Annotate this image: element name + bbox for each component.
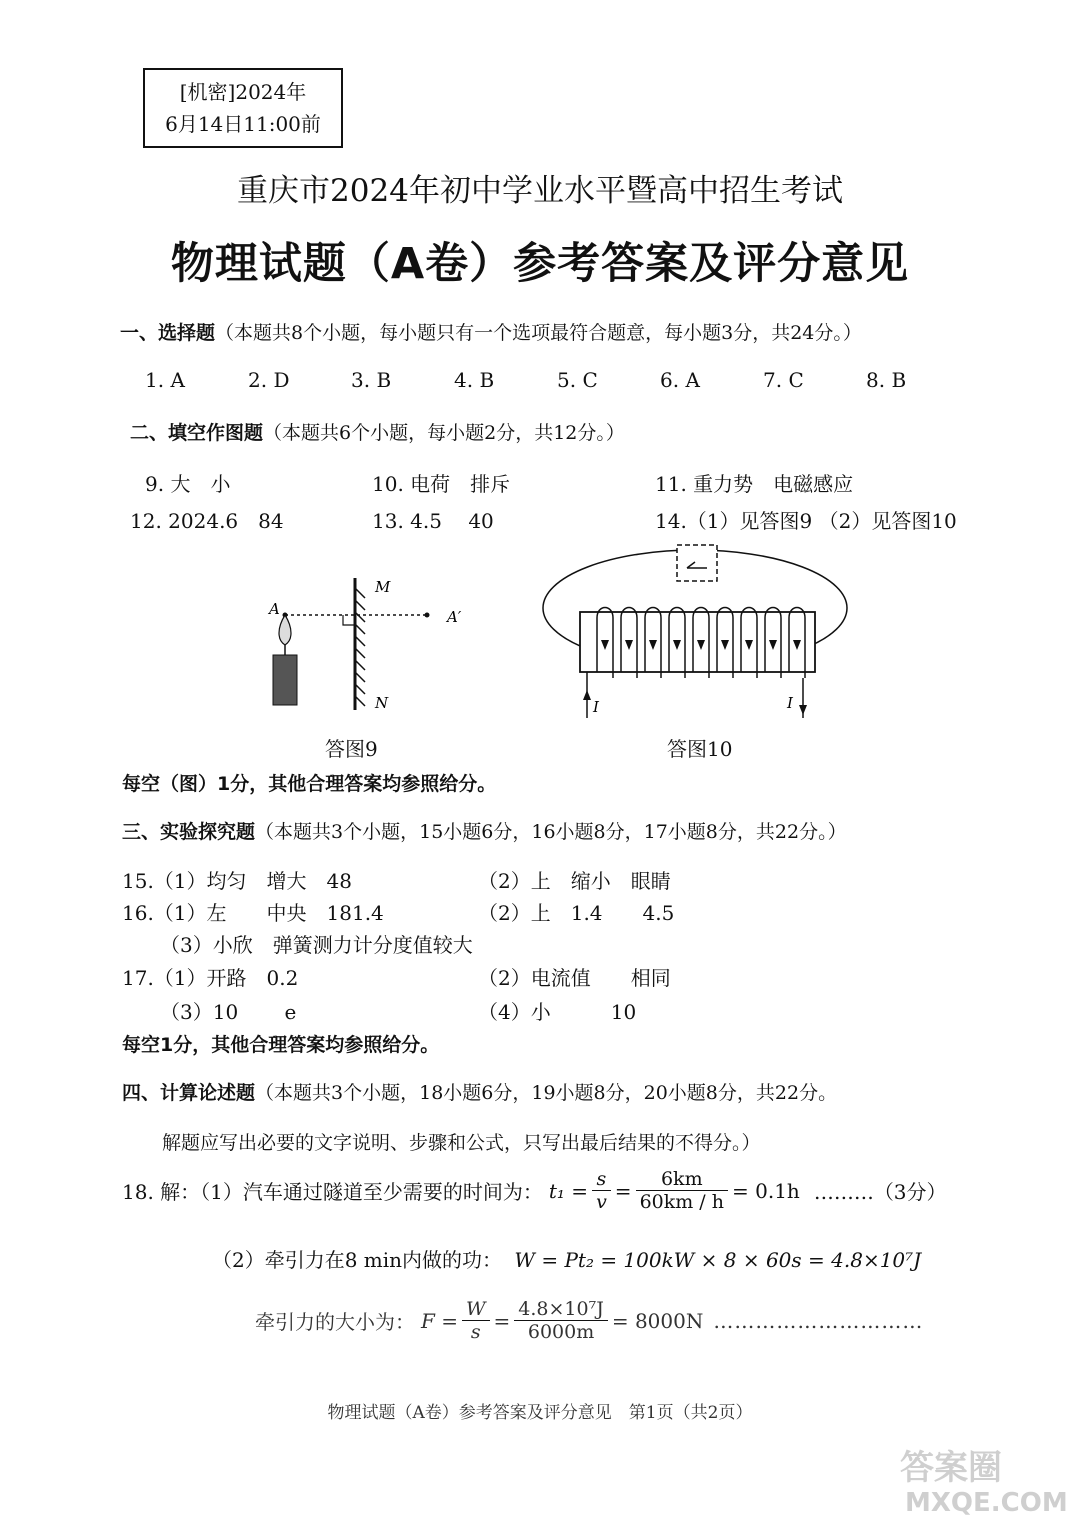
q18-f3-frac1 — [462, 1298, 490, 1343]
q18-f3-frac2 — [514, 1298, 608, 1343]
section3-desc: （本题共3个小题，15小题6分，16小题8分，17小题8分，共22分。） — [255, 821, 847, 843]
section4-desc: （本题共3个小题，18小题6分，19小题8分，20小题8分，共22分。 — [255, 1082, 838, 1104]
q18-p3-text: 牵引力的大小为： — [255, 1310, 415, 1334]
section4-desc2: 解题应写出必要的文字说明、步骤和公式，只写出最后结果的不得分。） — [162, 1132, 761, 1154]
q16-part2: （2）上 1.4 4.5 — [478, 901, 675, 925]
q18-f1-score: ………（3分） — [813, 1180, 947, 1204]
q17-part1: 17.（1）开路 0.2 — [122, 966, 299, 990]
q18-f1-lhs: t₁ = — [548, 1178, 589, 1203]
arrow-right — [799, 705, 807, 715]
q14-answer: 14.（1）见答图9 （2）见答图10 — [655, 509, 957, 533]
label-m: M — [375, 578, 391, 596]
answer-6: 6. A — [660, 368, 700, 392]
q18-f2: W = Pt₂ = 100kW × 8 × 60s = 4.8×10⁷J — [514, 1248, 922, 1272]
compass-box — [677, 545, 717, 581]
section3-header — [122, 817, 847, 844]
q18-f3-lhs: F = — [421, 1308, 458, 1333]
q18-f3-frac2-num: 4.8×10⁷J — [514, 1298, 608, 1321]
q18-f1-frac1-num: s — [592, 1168, 611, 1191]
section4-heading: 四、计算论述题 — [122, 1082, 256, 1104]
q17-part3: （3）10 e — [160, 1000, 297, 1024]
q18-part2 — [212, 1244, 921, 1273]
q18-f1-frac2-den: 60km / h — [639, 1191, 724, 1213]
candle-flame — [279, 615, 291, 645]
section2-desc: （本题共6个小题，每小题2分，共12分。） — [263, 422, 625, 444]
q18-f3-rhs: = 8000N — [611, 1308, 704, 1333]
watermark-logo: 答案圈 — [900, 1448, 1002, 1488]
figure-9 — [255, 570, 475, 720]
q18-f1-rhs: = 0.1h — [732, 1178, 800, 1203]
q18-p2-text: （2）牵引力在8 min内做的功： — [212, 1248, 503, 1272]
q17-part2: （2）电流值 相同 — [478, 966, 671, 990]
q11-answer: 11. 重力势 电磁感应 — [655, 472, 854, 496]
q10-answer: 10. 电荷 排斥 — [372, 472, 511, 496]
exam-title: 重庆市2024年初中学业水平暨高中招生考试 — [237, 173, 843, 209]
q18-f1-frac1-den: v — [596, 1191, 607, 1213]
label-a: A — [269, 600, 280, 618]
answer-8: 8. B — [866, 368, 907, 392]
q13-answer: 13. 4.5 40 — [372, 509, 494, 533]
section1-heading: 一、选择题 — [120, 322, 216, 344]
section2-note: 每空（图）1分，其他合理答案均参照给分。 — [122, 773, 497, 795]
label-i-right: I — [787, 694, 793, 712]
section2-heading: 二、填空作图题 — [130, 422, 264, 444]
confidential-stamp — [143, 68, 343, 148]
q18-f1-frac2-num: 6km — [636, 1168, 728, 1191]
solenoid-core — [580, 612, 815, 672]
section4-header — [122, 1078, 837, 1105]
stamp-line2: 6月14日11:00前 — [165, 112, 321, 136]
right-angle-mark — [343, 615, 355, 625]
q18-part1: 18. 解：（1）汽车通过隧道至少需要的时间为： t₁ = $\frac{s}{v}$ = $\frac{6km}{60km / h}$ = 0.1h ………（3分） — [122, 1168, 947, 1213]
q18-f1-frac1 — [592, 1168, 611, 1213]
section3-note: 每空1分，其他合理答案均参照给分。 — [122, 1034, 440, 1056]
section2-header — [130, 418, 625, 445]
section1-header — [120, 318, 862, 345]
q9-answer: 9. 大 小 — [145, 472, 231, 496]
q18-f3-frac2-den: 6000m — [527, 1321, 595, 1343]
q15-part1: 15.（1）均匀 增大 48 — [122, 869, 352, 893]
answer-5: 5. C — [557, 368, 598, 392]
point-a-prime — [425, 613, 430, 618]
q16-part1: 16.（1）左 中央 181.4 — [122, 901, 384, 925]
label-a-prime: A′ — [447, 608, 462, 626]
q18-f3-frac1-den: s — [470, 1321, 481, 1343]
answer-3: 3. B — [351, 368, 392, 392]
section1-answers — [145, 368, 906, 392]
answer-1: 1. A — [145, 368, 185, 392]
stamp-line1: [机密]2024年 — [179, 80, 307, 104]
q12-answer: 12. 2024.6 84 — [130, 509, 284, 533]
answer-7: 7. C — [763, 368, 804, 392]
q18-intro: 18. 解：（1）汽车通过隧道至少需要的时间为： — [122, 1180, 543, 1204]
q18-f1-frac2 — [636, 1168, 728, 1213]
q16-part3: （3）小欣 弹簧测力计分度值较大 — [160, 933, 473, 957]
fig10-caption: 答图10 — [667, 737, 733, 761]
fig9-caption: 答图9 — [325, 737, 378, 761]
arrow-left — [583, 690, 591, 700]
answer-2: 2. D — [248, 368, 290, 392]
q17-part4: （4）小 10 — [478, 1000, 637, 1024]
watermark-url: MXQE.COM — [905, 1488, 1068, 1518]
q18-f3-dots: ………………………… — [713, 1308, 924, 1333]
page-footer: 物理试题（A卷）参考答案及评分意见 第1页（共2页） — [327, 1403, 753, 1423]
answer-4: 4. B — [454, 368, 495, 392]
section1-desc: （本题共8个小题，每小题只有一个选项最符合题意，每小题3分，共24分。） — [215, 322, 862, 344]
document-title: 物理试题（A卷）参考答案及评分意见 — [170, 239, 910, 289]
figure-10 — [535, 540, 855, 725]
q18-part3: 牵引力的大小为： F = $\frac{W}{s}$ = $\frac{\text{4.8×10⁷J}}{6000m}$ = 8000N ………………………… — [255, 1298, 924, 1343]
label-i-left: I — [593, 698, 599, 716]
q15-part2: （2）上 缩小 眼睛 — [478, 869, 671, 893]
label-n: N — [375, 694, 389, 712]
candle-body — [273, 655, 297, 705]
q18-f3-frac1-num: W — [462, 1298, 490, 1321]
section3-heading: 三、实验探究题 — [122, 821, 256, 843]
